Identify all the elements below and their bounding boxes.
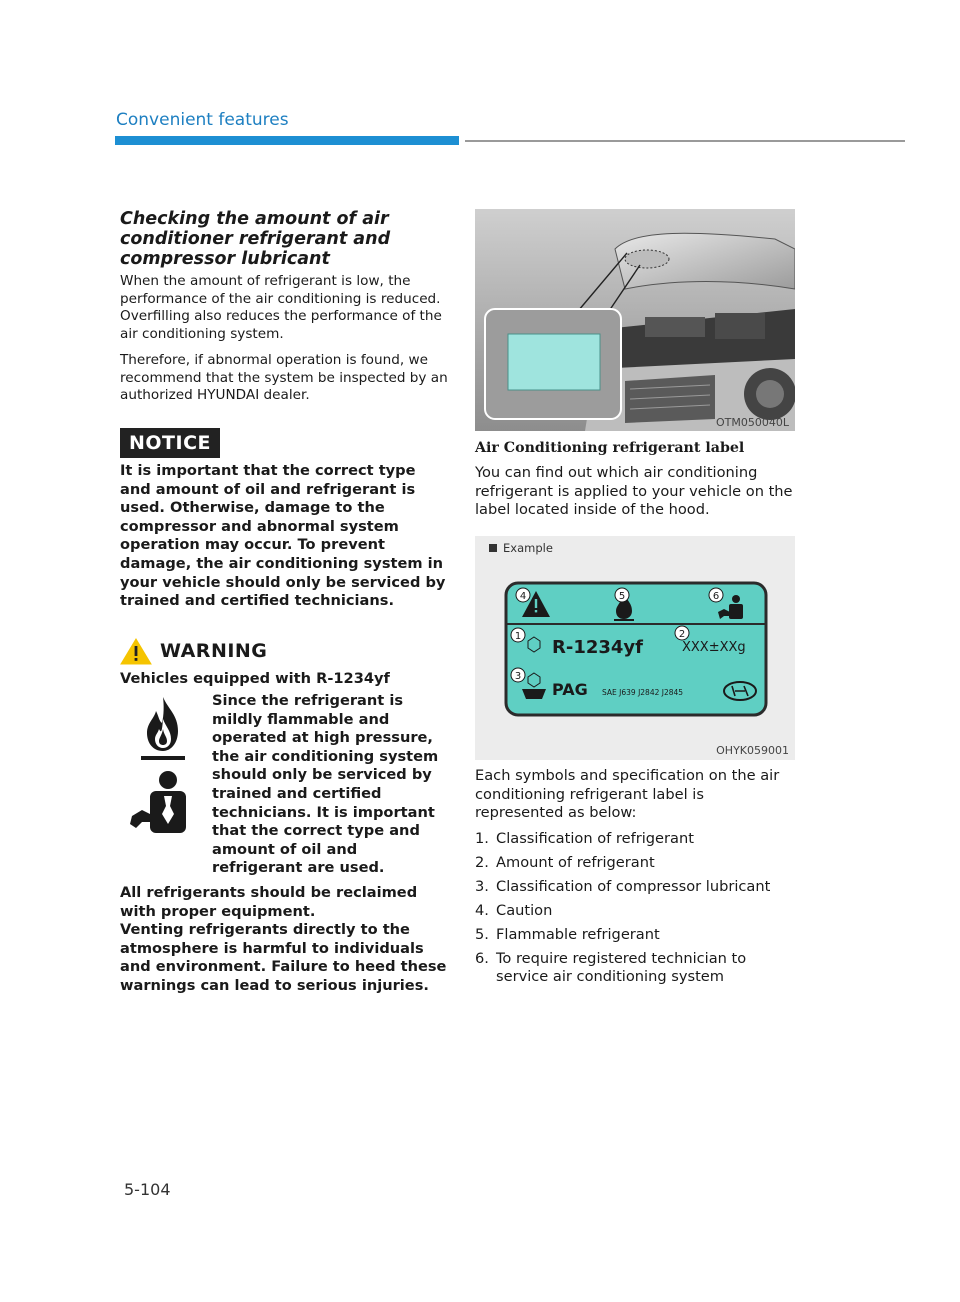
bullet-square-icon: [489, 544, 497, 552]
example-caption: Example: [489, 541, 553, 555]
section-title: Checking the amount of air conditioner refrigerant and compressor lubricant: [120, 209, 391, 269]
example-figure: [475, 536, 795, 760]
symbol-list: [475, 827, 795, 990]
header-rule-accent: [115, 136, 459, 145]
label-refrigerant-text: R-1234yf: [552, 637, 643, 658]
marker-4: 4: [519, 591, 527, 602]
list-item: 1. Classification of refrigerant: [475, 829, 694, 847]
photo-code: OTM050040L: [716, 416, 789, 429]
warning-reclaim-text: All refrigerants should be reclaimed with proper equipment.: [120, 884, 418, 920]
marker-5: 5: [618, 591, 626, 602]
hood-photo: [475, 209, 795, 431]
page-number: 5-104: [124, 1180, 171, 1199]
list-item: 2. Amount of refrigerant: [475, 853, 655, 871]
header-rule: [465, 140, 905, 142]
warning-body: Since the refrigerant is mildly flammable and operated at high pressure, the air conditioning system should only be serviced by trained and certified technicians. It is important that the correct type and amount of oil and refrigerant are used.: [212, 692, 439, 877]
label-oil-text: PAG: [552, 680, 588, 699]
list-item: 4. Caution: [475, 901, 553, 919]
warning-footer: [120, 884, 450, 996]
list-item: 6. To require registered technician to service air conditioning system: [475, 949, 747, 986]
warning-header: [120, 636, 267, 666]
notice-badge: NOTICE: [120, 428, 220, 458]
marker-1: 1: [514, 631, 522, 642]
label-location-paragraph: You can find out which air conditioning refrigerant is applied to your vehicle on the label located inside of the hood.: [475, 464, 793, 519]
marker-6: 6: [712, 591, 720, 602]
warning-venting-text: Venting refrigerants directly to the atmosphere is harmful to individuals and environment. Failure to heed these warnings can lead to serious injuries.: [120, 921, 447, 994]
figure-title: Air Conditioning refrigerant label: [475, 440, 745, 456]
chapter-title: Convenient features: [116, 110, 289, 130]
technician-icon: [128, 770, 194, 836]
flammable-icon: [138, 693, 188, 763]
list-item: 5. Flammable refrigerant: [475, 925, 660, 943]
intro-paragraph: When the amount of refrigerant is low, the performance of the air conditioning is reduced. Overfilling also reduces the performance of the air conditioning system.: [120, 273, 442, 342]
symbols-paragraph: Each symbols and specification on the air conditioning refrigerant label is represented as below:: [475, 767, 780, 822]
label-amount-text: XXX±XXg: [682, 640, 746, 655]
example-code: OHYK059001: [716, 744, 789, 757]
notice-text: It is important that the correct type and amount of oil and refrigerant is used. Otherwise, damage to the compressor and abnormal system operation may occur. To prevent damage, the air conditioning system in your vehicle should only be serviced by trained and certified technicians.: [120, 462, 446, 610]
warning-subtitle: Vehicles equipped with R-1234yf: [120, 670, 390, 687]
hood-label-illustration: [475, 209, 795, 431]
dealer-paragraph: Therefore, if abnormal operation is found, we recommend that the system be inspected by an authorized HYUNDAI dealer.: [120, 352, 448, 403]
warning-title: WARNING: [160, 640, 268, 662]
label-sae-text: SAE J639 J2842 J2845: [602, 688, 684, 697]
refrigerant-label-illustration: [504, 581, 768, 717]
marker-3: 3: [514, 671, 522, 682]
warning-triangle-icon: [120, 637, 152, 665]
list-item: 3. Classification of compressor lubricant: [475, 877, 771, 895]
marker-2: 2: [678, 629, 686, 640]
